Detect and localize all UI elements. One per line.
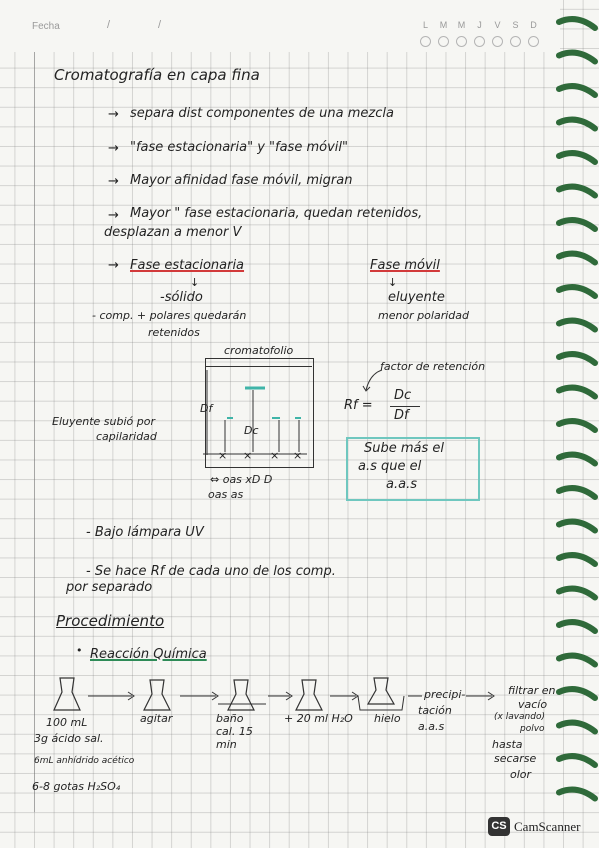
note-line: Mayor afinidad fase móvil, migran	[130, 173, 353, 188]
arrow-icon: →	[108, 141, 119, 156]
spiral-coil	[559, 756, 595, 765]
spiral-coil	[559, 254, 595, 263]
spiral-binding	[555, 0, 599, 848]
filtrar-line: hasta	[492, 738, 523, 751]
spiral-coil	[559, 287, 595, 296]
cromatofolio-label: cromatofolio	[224, 344, 294, 357]
plate-markings	[195, 360, 325, 470]
formula-numerator: Dc	[394, 388, 412, 403]
spiral-coil	[559, 656, 595, 665]
filtrar-line: (x lavando)	[494, 712, 545, 722]
spiral-coil	[559, 689, 595, 698]
precip-line: tación	[418, 704, 452, 717]
day-circle	[492, 36, 503, 47]
day-circle	[528, 36, 539, 47]
formula-lhs: Rf =	[344, 398, 373, 413]
spot-mark: ×	[218, 449, 228, 462]
note-line: - Bajo lámpara UV	[86, 525, 204, 540]
weekday-d: D	[530, 20, 537, 30]
reaccion-quimica-title: Reacción Química	[90, 647, 207, 662]
filtrar-line: olor	[510, 768, 532, 781]
spiral-coil	[559, 555, 595, 564]
spiral-coil	[559, 455, 595, 464]
arrow-icon: →	[108, 174, 119, 189]
box-line: a.s que el	[358, 459, 422, 474]
spiral-coil	[559, 321, 595, 330]
spiral-coil	[559, 522, 595, 531]
precip-line: precipi-	[424, 688, 466, 701]
box-line: Sube más el	[364, 441, 445, 456]
weekday-m2: M	[457, 20, 466, 30]
date-separator: /	[107, 19, 111, 31]
weekday-circles	[420, 36, 539, 47]
box-line: a.a.s	[386, 477, 417, 492]
date-separator: /	[158, 19, 162, 31]
weekday-v: V	[494, 20, 501, 30]
note-line: retenidos	[148, 326, 200, 339]
fase-movil-label: Fase móvil	[370, 258, 440, 273]
day-circle	[420, 36, 431, 47]
note-line: - comp. + polares quedarán	[92, 309, 247, 322]
reagent-note: 100 mL	[46, 716, 88, 729]
day-circle	[456, 36, 467, 47]
spiral-coil	[559, 421, 595, 430]
note-line: por separado	[66, 580, 153, 595]
spiral-coil	[559, 153, 595, 162]
spot-mark: ×	[243, 449, 253, 462]
spiral-coil	[559, 220, 595, 229]
note-line: "fase estacionaria" y "fase móvil"	[130, 140, 348, 155]
fecha-label: Fecha	[32, 21, 60, 32]
procedimiento-title: Procedimiento	[56, 612, 165, 630]
note-line: -sólido	[160, 290, 203, 305]
weekday-j: J	[477, 20, 482, 30]
weekday-l: L	[422, 20, 428, 30]
filtrar-line: secarse	[494, 752, 537, 765]
note-line: Eluyente subió por	[52, 415, 156, 428]
bullet-dot: •	[76, 644, 83, 657]
down-arrow-icon: ↓	[388, 276, 398, 289]
fase-estacionaria-label: Fase estacionaria	[130, 258, 245, 273]
step-label: baño cal. 15 min	[216, 712, 253, 751]
note-line: capilaridad	[96, 430, 157, 443]
note-line: - Se hace Rf de cada uno de los comp.	[86, 564, 336, 579]
spiral-coil	[559, 86, 595, 95]
day-circle	[510, 36, 521, 47]
arrow-icon: →	[108, 258, 119, 273]
note-line: eluyente	[388, 290, 445, 305]
spiral-coil	[559, 187, 595, 196]
reagent-note: 6-8 gotas H₂SO₄	[32, 780, 121, 793]
reagent-note: 3g ácido sal.	[34, 732, 104, 745]
filtrar-line: vacío	[518, 698, 548, 711]
spiral-coil	[559, 354, 595, 363]
spiral-coil	[559, 790, 595, 799]
arrow-icon: →	[108, 208, 119, 223]
note-line: Mayor " fase estacionaria, quedan retenidos,	[130, 206, 423, 221]
step-label: hielo	[374, 712, 401, 725]
spiral-coil	[559, 53, 595, 62]
filtrar-line: polvo	[520, 724, 545, 734]
fraction-bar	[390, 406, 420, 407]
note-line: menor polaridad	[378, 309, 469, 322]
day-circle	[474, 36, 485, 47]
pointer-arrow-icon	[360, 366, 390, 396]
margin-line	[34, 52, 35, 812]
camscanner-label: CamScanner	[514, 819, 581, 834]
spiral-coil	[559, 589, 595, 598]
spiral-coil	[559, 388, 595, 397]
spot-mark: ×	[270, 449, 280, 462]
spiral-coil	[559, 622, 595, 631]
lane-labels: ⇔ oas xD D	[210, 473, 273, 486]
factor-retencion-label: factor de retención	[380, 360, 486, 373]
spiral-coil	[559, 120, 595, 129]
spiral-coil	[559, 19, 595, 28]
weekday-s: S	[512, 20, 519, 30]
weekday-labels	[420, 20, 539, 30]
df-label: Df	[200, 402, 213, 415]
formula-denominator: Df	[394, 408, 409, 423]
spiral-coil	[559, 723, 595, 732]
dc-label: Dc	[244, 424, 259, 437]
step-label: + 20 ml H₂O	[284, 712, 353, 725]
weekday-m: M	[439, 20, 448, 30]
note-line: separa dist componentes de una mezcla	[130, 106, 394, 121]
precip-line: a.a.s	[418, 720, 445, 733]
note-line: desplazan a menor V	[104, 225, 242, 240]
down-arrow-icon: ↓	[190, 276, 200, 289]
reagent-note: 6mL anhídrido acético	[34, 756, 135, 766]
lane-labels: oas as	[208, 488, 244, 501]
spot-mark: ×	[293, 449, 303, 462]
arrow-icon: →	[108, 107, 119, 122]
camscanner-logo: CS	[488, 817, 510, 836]
step-label: agitar	[140, 712, 173, 725]
filtrar-line: filtrar en	[508, 684, 556, 697]
section-title: Cromatografía en capa fina	[54, 66, 260, 84]
day-circle	[438, 36, 449, 47]
spiral-coil	[559, 488, 595, 497]
